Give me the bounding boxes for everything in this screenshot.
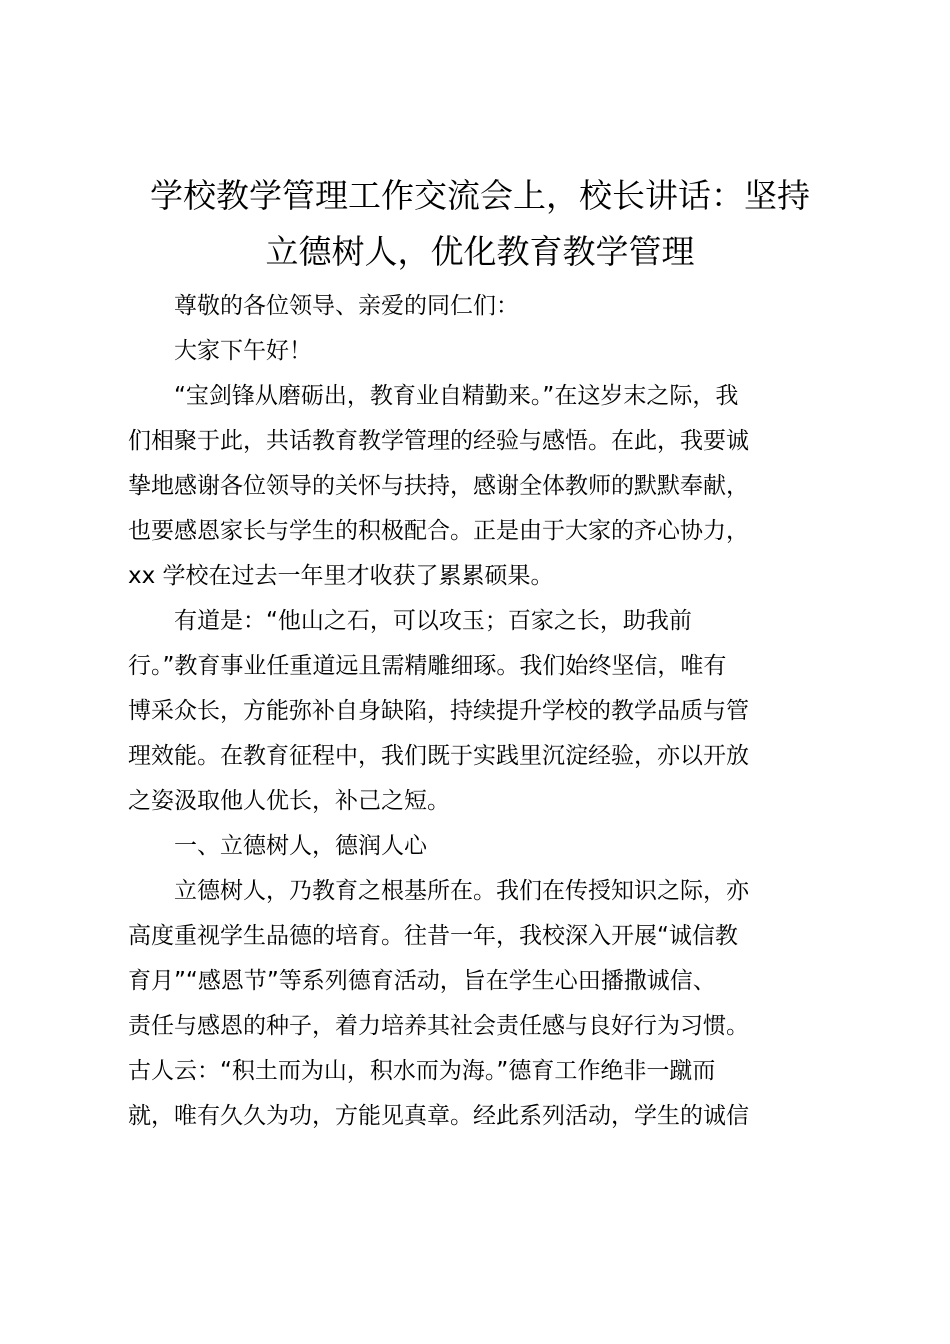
text-line: 责任与感恩的种子，着力培养其社会责任感与良好行为习惯。 [128,1013,749,1039]
text-line: 就，唯有久久为功，方能见真章。经此系列活动，学生的诚信 [128,1103,749,1129]
text-line: 之姿汲取他人优长，补己之短。 [128,788,450,814]
body-paragraph [128,374,832,599]
text-line: xx 学校在过去一年里才收获了累累硕果。 [128,563,554,589]
greeting-paragraph [128,329,832,374]
text-line: 立德树人，乃教育之根基所在。我们在传授知识之际，亦 [128,878,749,904]
text-line: 有道是：“他山之石，可以攻玉；百家之长，助我前 [128,608,692,634]
title-line: 立德树人，优化教育教学管理 [265,232,695,271]
text-line: 尊敬的各位领导、亲爱的同仁们： [128,293,519,319]
salutation-paragraph [128,284,832,329]
text-line: 育月”“感恩节”等系列德育活动，旨在学生心田播撒诚信、 [128,968,716,994]
text-line: 们相聚于此，共话教育教学管理的经验与感悟。在此，我要诚 [128,428,749,454]
text-line: 行。”教育事业任重道远且需精雕细琢。我们始终坚信，唯有 [128,653,727,679]
text-line: 博采众长，方能弥补自身缺陷，持续提升学校的教学品质与管 [128,698,749,724]
document-page [128,168,832,1139]
section-heading [128,824,832,869]
text-line: 挚地感谢各位领导的关怀与扶持，感谢全体教师的默默奉献， [128,473,749,499]
text-line: 古人云：“积土而为山，积水而为海。”德育工作绝非一蹴而 [128,1058,716,1084]
body-paragraph [128,599,832,824]
document-title [128,168,832,280]
text-line: 也要感恩家长与学生的积极配合。正是由于大家的齐心协力， [128,518,749,544]
text-line: “宝剑锋从磨砺出，教育业自精勤来。”在这岁末之际，我 [128,383,739,409]
text-line: 理效能。在教育征程中，我们既于实践里沉淀经验，亦以开放 [128,743,749,769]
text-line: 一、立德树人，德润人心 [128,833,427,859]
text-line: 大家下午好！ [128,338,312,364]
text-line: 高度重视学生品德的培育。往昔一年，我校深入开展“诚信教 [128,923,738,949]
title-line: 学校教学管理工作交流会上，校长讲话：坚持 [150,176,810,215]
body-paragraph [128,869,832,1139]
